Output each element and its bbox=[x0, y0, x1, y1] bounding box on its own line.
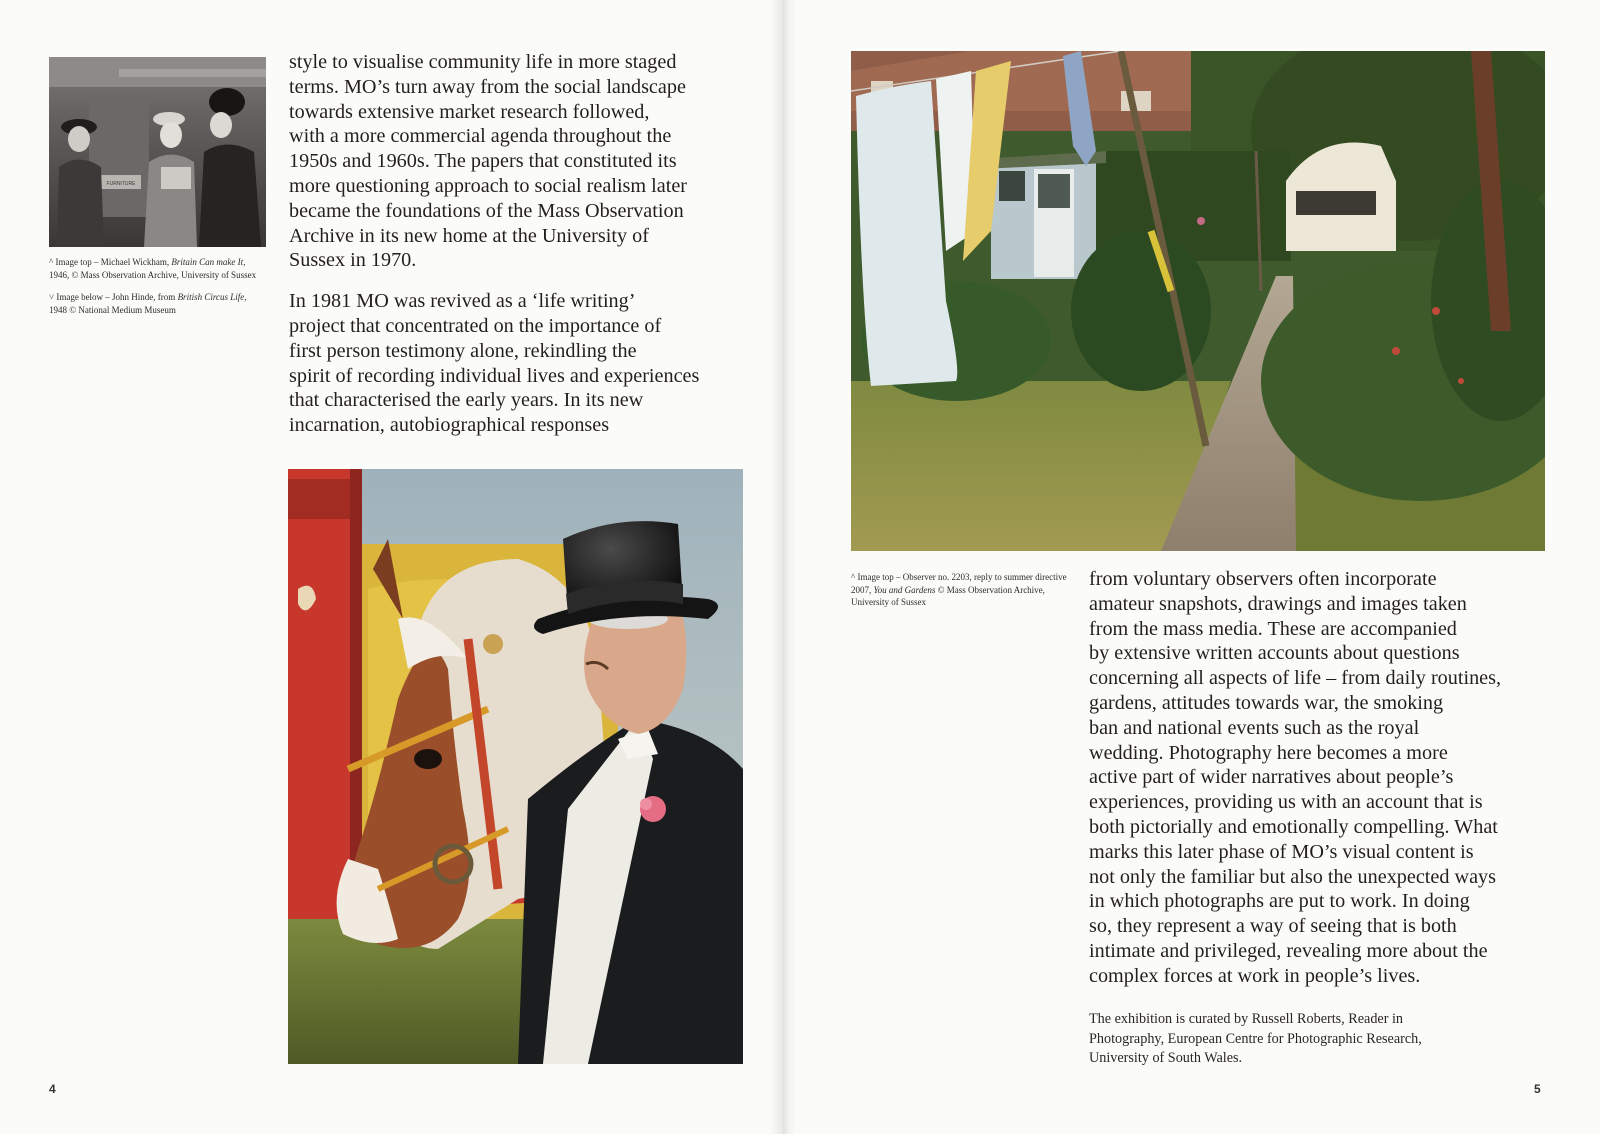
left-captions bbox=[49, 256, 264, 326]
shop-sign-text: FURNITURE bbox=[106, 181, 136, 187]
caption-top-suffix: 1946, © Mass Observation Archive, University of Sussex bbox=[49, 269, 257, 280]
photo-british-circus-life bbox=[288, 469, 743, 1064]
caption-image-top bbox=[49, 256, 264, 281]
right-caption bbox=[851, 571, 1067, 619]
caption-image-top-garden bbox=[851, 571, 1067, 609]
paragraph-2: In 1981 MO was revived as a ‘life writing’ project that concentrated on the importance of first person testimony alone, rekindling the spirit of recording individual lives and experiences that characterised the early years. In its new incarnation, autobiographical responses bbox=[289, 290, 700, 437]
caption-below-suffix: 1948 © National Medium Museum bbox=[49, 304, 176, 315]
page-number-left: 4 bbox=[49, 1082, 56, 1096]
left-body-text bbox=[289, 50, 759, 438]
caption-top-title: Britain Can make It, bbox=[171, 257, 246, 267]
caption-garden-title: You and Gardens bbox=[873, 584, 936, 595]
exhibition-credit: The exhibition is curated by Russell Roberts, Reader in Photography, European Centre for Photographic Research, University of South Wales. bbox=[1089, 1011, 1422, 1066]
caption-garden-suffix: © Mass Observation Archive, University of Sussex bbox=[851, 584, 1045, 607]
right-page bbox=[784, 0, 1600, 1134]
caption-top-prefix: ^ Image top – Michael Wickham, bbox=[49, 257, 172, 267]
caption-below-prefix: ˅ Image below – John Hinde, from bbox=[49, 292, 178, 302]
paragraph-1: style to visualise community life in more staged terms. MO’s turn away from the social landscape towards extensive market research followed, with a more commercial agenda throughout the 1950s and 1960s. The papers that constituted its more questioning approach to social realism later became the foundations of the Mass Observation Archive in its new home at the University of Sussex in 1970. bbox=[289, 51, 688, 272]
caption-garden-prefix: ^ Image top – Observer no. 2203, reply to summer directive 2007, bbox=[851, 572, 1067, 595]
photo-britain-can-make-it bbox=[49, 57, 266, 247]
paragraph-3: from voluntary observers often incorporate amateur snapshots, drawings and images taken from the mass media. These are accompanied by extensive written accounts about questions concerning all aspects of life – from daily routines, gardens, attitudes towards war, the smoking ban and national events such as the royal wedding. Photography here becomes a more active part of wider narratives about people’s experiences, providing us with an account that is both pictorially and emotionally compelling. What marks this later phase of MO’s visual content is not only the familiar but also the unexpected ways in which photographs are put to work. In doing so, they represent a way of seeing that is both intimate and privileged, revealing more about the complex forces at work in people’s lives. bbox=[1089, 568, 1502, 987]
caption-image-below bbox=[49, 291, 264, 316]
caption-below-title: British Circus Life, bbox=[177, 292, 247, 302]
right-body-text bbox=[1089, 567, 1579, 989]
left-page bbox=[0, 0, 784, 1134]
photo-you-and-gardens bbox=[851, 51, 1545, 551]
page-number-right: 5 bbox=[1534, 1082, 1541, 1096]
